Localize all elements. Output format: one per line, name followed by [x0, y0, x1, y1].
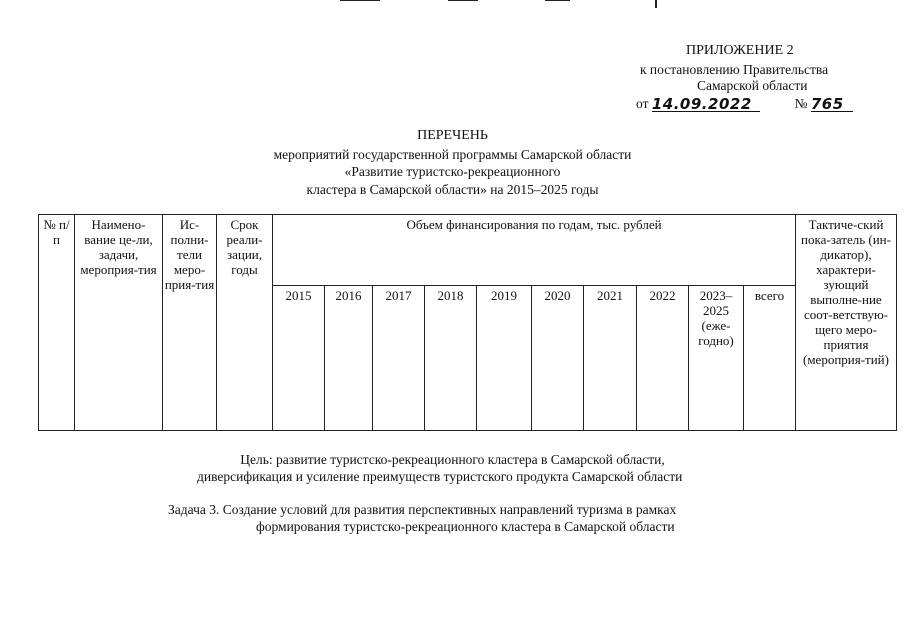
plan-table: [38, 214, 897, 431]
document-subtitle-2: «Развитие туристско-рекреационного: [344, 164, 561, 179]
year-header: 2015: [273, 286, 325, 431]
col-header-term: Срок реали-зации, годы: [217, 215, 273, 431]
appendix-decree-line: к постановлению Правительства: [640, 62, 829, 77]
col-header-name: Наимено-вание це-ли, задачи, мероприя-тия: [75, 215, 163, 431]
date-value: 14.09.2022: [651, 95, 752, 113]
scan-mark: [655, 0, 657, 8]
number-field: [811, 95, 853, 112]
task-line-2: формирования туристско-рекреационного кластера в Самарской области: [256, 519, 675, 534]
scan-mark: [340, 0, 380, 1]
date-field: [652, 95, 760, 112]
year-header: 2021: [584, 286, 637, 431]
document-title: ПЕРЕЧЕНЬ: [417, 128, 488, 143]
year-header: 2018: [425, 286, 477, 431]
year-header: 2016: [325, 286, 373, 431]
scan-mark: [545, 0, 570, 1]
appendix-date-row: [636, 95, 853, 112]
col-header-executors: Ис-полни-тели меро-прия-тия: [163, 215, 217, 431]
task-line-1: Задача 3. Создание условий для развития перспективных направлений туризма в рамках: [168, 502, 677, 517]
document-subtitle-3: кластера в Самарской области» на 2015–2025 годы: [306, 182, 599, 197]
appendix-region-line: Самарской области: [697, 78, 808, 93]
col-header-indicator: Тактиче-ский пока-затель (ин-дикатор), характери-зующий выполне-ние соот-ветствую-щего меро-приятия (мероприя-тий): [796, 215, 897, 431]
year-header-total: всего: [744, 286, 796, 431]
appendix-title: ПРИЛОЖЕНИЕ 2: [686, 43, 794, 58]
year-header: 2019: [477, 286, 532, 431]
goal-line-2: диверсификация и усиление преимуществ туристского продукта Самарской области: [197, 469, 683, 484]
date-prefix: от: [636, 96, 649, 111]
col-header-number: № п/п: [39, 215, 75, 431]
goal-line-1: Цель: развитие туристско-рекреационного кластера в Самарской области,: [240, 452, 665, 467]
number-prefix: №: [794, 96, 808, 111]
number-value: 765: [810, 95, 844, 113]
year-header-period: 2023–2025 (еже-годно): [689, 286, 744, 431]
year-header: 2017: [373, 286, 425, 431]
document-subtitle-1: мероприятий государственной программы Самарской области: [273, 147, 632, 162]
year-header: 2022: [637, 286, 689, 431]
scan-mark: [448, 0, 478, 1]
year-header: 2020: [532, 286, 584, 431]
col-header-funding: Объем финансирования по годам, тыс. рублей: [273, 215, 796, 286]
